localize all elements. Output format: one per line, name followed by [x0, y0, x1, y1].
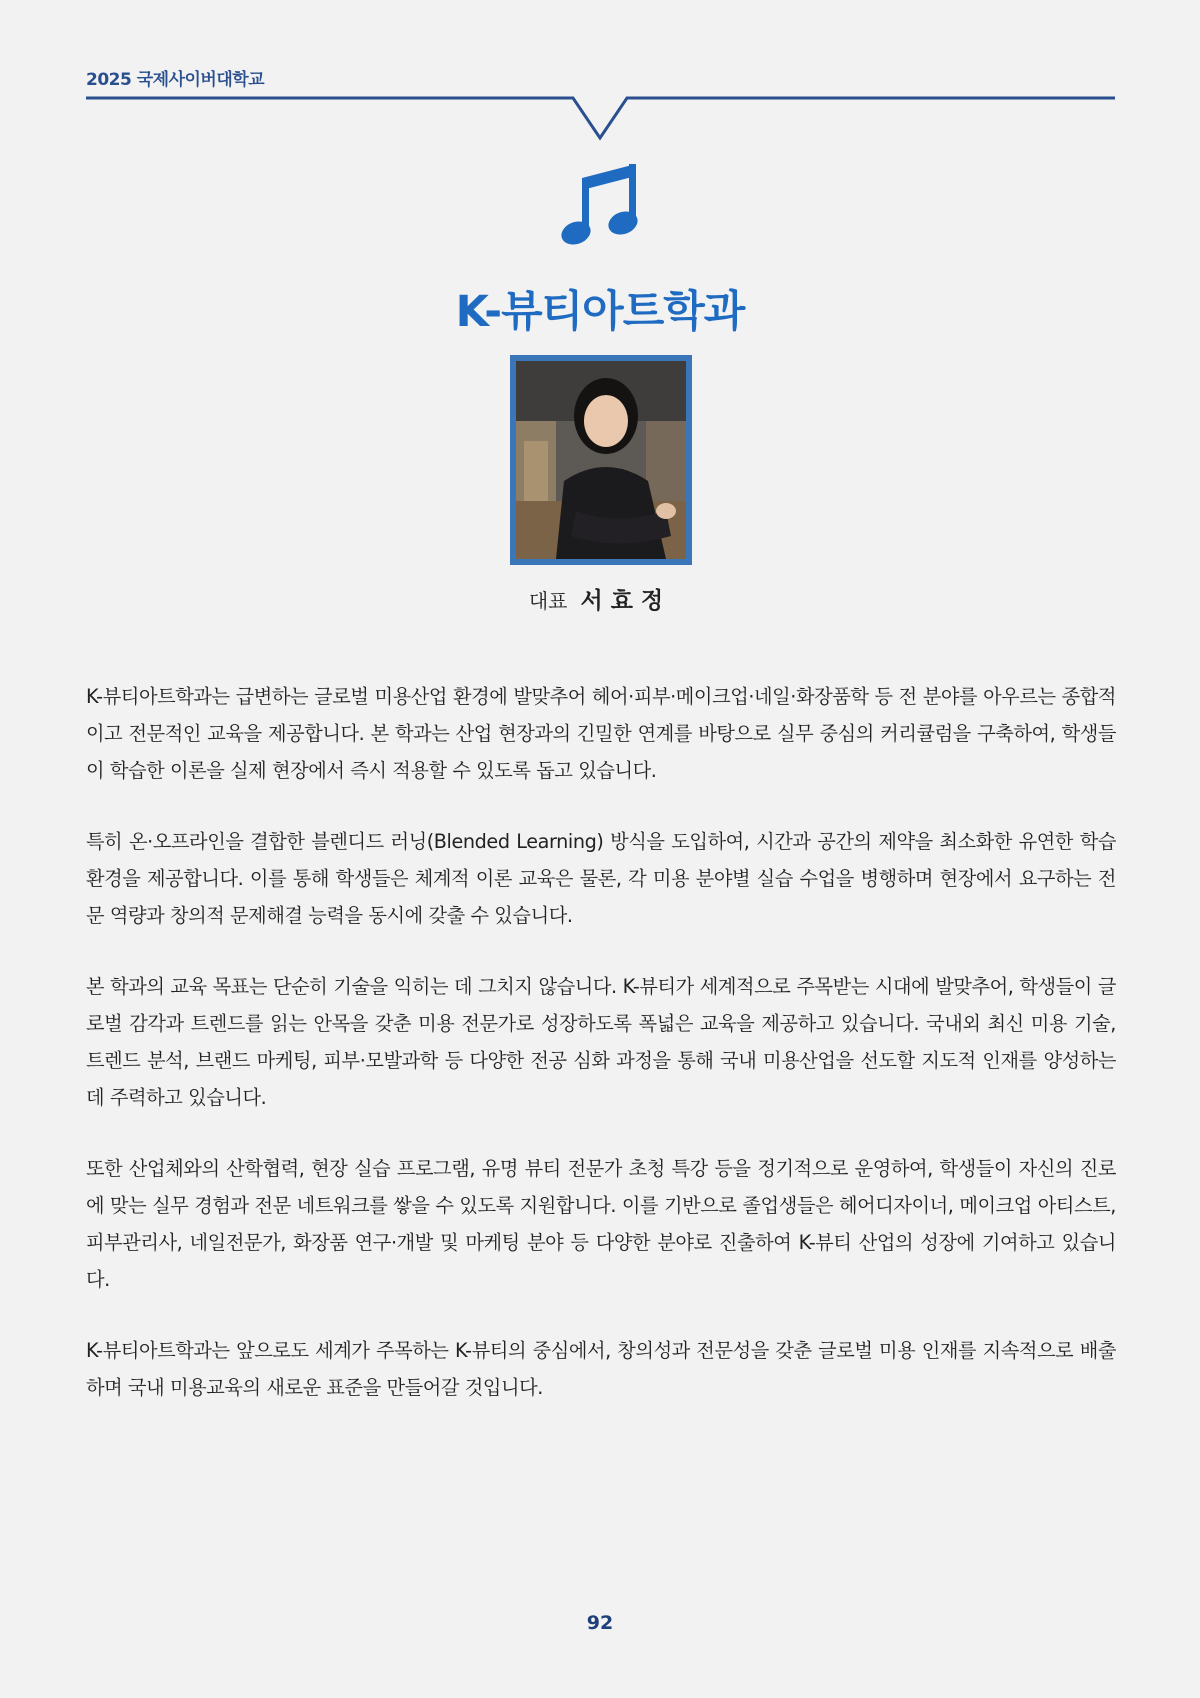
- portrait-photo: [516, 361, 686, 559]
- music-note-icon: [560, 160, 644, 250]
- representative-role: 대표: [528, 589, 568, 613]
- paragraph: K-뷰티아트학과는 급변하는 글로벌 미용산업 환경에 발맞추어 헤어·피부·메이크업·네일·화장품학 등 전 분야를 아우르는 종합적이고 전문적인 교육을 제공합니다. 본 학과는 산업 현장과의 긴밀한 연계를 바탕으로 실무 중심의 커리큘럼을 구축하여, 학생들이 학습한 이론을 실제 현장에서 즉시 적용할 수 있도록 돕고 있습니다.: [86, 685, 1116, 782]
- paragraph: K-뷰티아트학과는 앞으로도 세계가 주목하는 K-뷰티의 중심에서, 창의성과 전문성을 갖춘 글로벌 미용 인재를 지속적으로 배출하며 국내 미용교육의 새로운 표준을 만들어갈 것입니다.: [86, 1339, 1116, 1399]
- representative: [0, 582, 1200, 615]
- paragraph: 본 학과의 교육 목표는 단순히 기술을 익히는 데 그치지 않습니다. K-뷰티가 세계적으로 주목받는 시대에 발맞추어, 학생들이 글로벌 감각과 트렌드를 읽는 안목을 갖춘 미용 전문가로 성장하도록 폭넓은 교육을 제공하고 있습니다. 국내외 최신 미용 기술, 트렌드 분석, 브랜드 마케팅, 피부·모발과학 등 다양한 전공 심화 과정을 통해 국내 미용산업을 선도할 지도적 인재를 양성하는 데 주력하고 있습니다.: [86, 975, 1116, 1109]
- page-title: K-뷰티아트학과: [455, 287, 745, 337]
- page-number: 92: [586, 1612, 614, 1634]
- body-text: [86, 678, 1116, 1440]
- portrait-frame: [510, 355, 692, 565]
- header-divider: [0, 0, 1200, 150]
- paragraph: 특히 온·오프라인을 결합한 블렌디드 러닝(Blended Learning) 방식을 도입하여, 시간과 공간의 제약을 최소화한 유연한 학습 환경을 제공합니다. 이를 통해 학생들은 체계적 이론 교육은 물론, 각 미용 분야별 실습 수업을 병행하며 현장에서 요구하는 전문 역량과 창의적 문제해결 능력을 동시에 갖출 수 있습니다.: [86, 830, 1116, 927]
- representative-name: 서효정: [580, 588, 672, 614]
- paragraph: 또한 산업체와의 산학협력, 현장 실습 프로그램, 유명 뷰티 전문가 초청 특강 등을 정기적으로 운영하여, 학생들이 자신의 진로에 맞는 실무 경험과 전문 네트워크를 쌓을 수 있도록 지원합니다. 이를 기반으로 졸업생들은 헤어디자이너, 메이크업 아티스트, 피부관리사, 네일전문가, 화장품 연구·개발 및 마케팅 분야 등 다양한 분야로 진출하여 K-뷰티 산업의 성장에 기여하고 있습니다.: [86, 1157, 1116, 1291]
- header-label: 2025 국제사이버대학교: [86, 70, 265, 90]
